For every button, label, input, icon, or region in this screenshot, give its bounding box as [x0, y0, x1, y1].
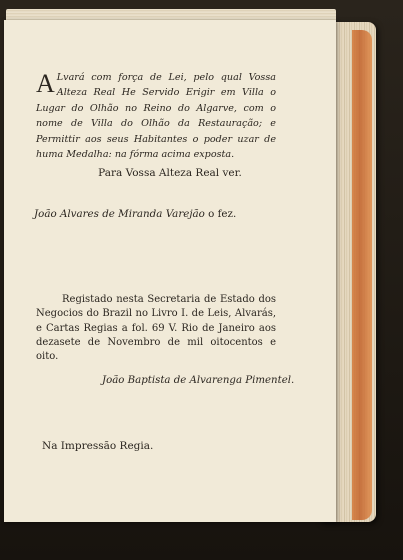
scribe-suffix: o fez.	[204, 208, 237, 220]
signature-line: João Baptista de Alvarenga Pimentel.	[102, 375, 295, 386]
decree-drop-capital: A	[36, 69, 55, 98]
decree-text: Lvará com força de Lei, pelo qual Vossa Alteza Real He Servido Erigir em Villa o Lugar do Olhão no Reino do Algarve, com o nome de Villa do Olhão da Restauração; e Permittir aos seus Habitantes o poder uzar de huma Medalha: na fórma acima exposta.	[36, 72, 276, 161]
registry-paragraph: Registado nesta Secretaria de Estado dos Negocios do Brazil no Livro I. de Leis, Alvarás, e Cartas Regias a fol. 69 V. Rio de Janeiro aos dezasete de Novembro de mil oitocentos e oito.	[36, 294, 276, 363]
imprint-line: Na Impressão Regia.	[42, 440, 154, 452]
document-page	[4, 20, 336, 522]
approval-line: Para Vossa Alteza Real ver.	[98, 167, 242, 179]
decree-paragraph	[36, 70, 276, 162]
scribe-line	[34, 208, 236, 220]
book-cover-edge	[352, 30, 372, 520]
scribe-name: João Alvares de Miranda Varejão	[34, 208, 205, 220]
